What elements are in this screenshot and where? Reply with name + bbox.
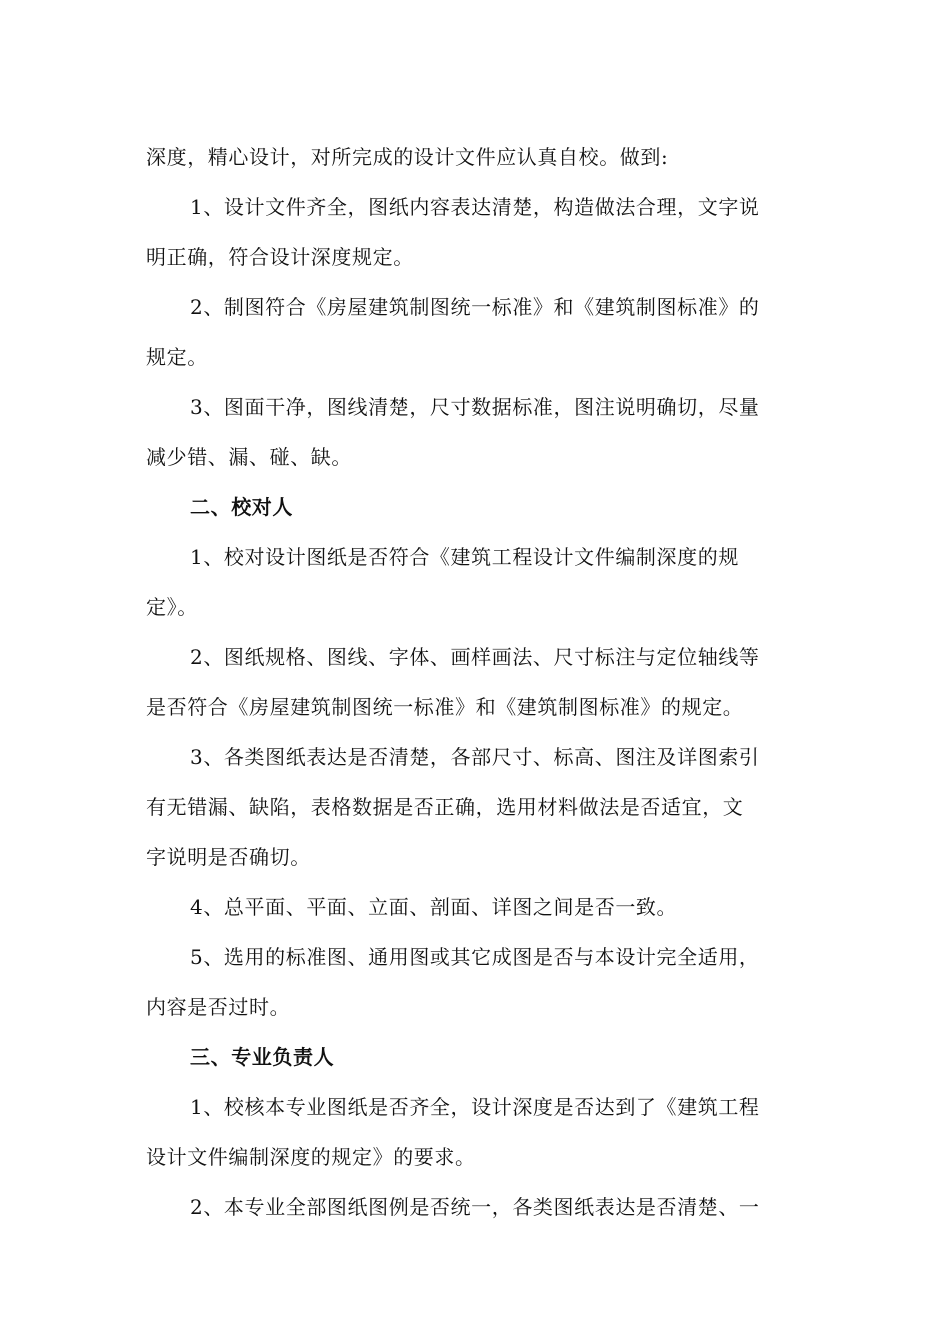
section-heading bbox=[146, 1032, 806, 1082]
text-line: 三、专业负责人 bbox=[190, 1045, 335, 1069]
text-line: 减少错、漏、碰、缺。 bbox=[146, 445, 352, 469]
text-line: 3、图面干净，图线清楚，尺寸数据标准，图注说明确切，尽量 bbox=[190, 395, 760, 419]
paragraph bbox=[146, 632, 806, 732]
text-line: 深度，精心设计，对所完成的设计文件应认真自校。做到: bbox=[146, 145, 669, 169]
text-line: 明正确，符合设计深度规定。 bbox=[146, 245, 414, 269]
text-line: 5、选用的标准图、通用图或其它成图是否与本设计完全适用， bbox=[190, 945, 760, 969]
text-line: 3、各类图纸表达是否清楚，各部尺寸、标高、图注及详图索引 bbox=[190, 745, 760, 769]
text-line: 字说明是否确切。 bbox=[146, 845, 311, 869]
text-line: 2、图纸规格、图线、字体、画样画法、尺寸标注与定位轴线等 bbox=[190, 645, 760, 669]
text-line: 规定。 bbox=[146, 345, 208, 369]
paragraph bbox=[146, 932, 806, 1032]
text-line: 有无错漏、缺陷，表格数据是否正确，选用材料做法是否适宜，文 bbox=[146, 795, 744, 819]
text-line: 二、校对人 bbox=[190, 495, 293, 519]
text-line: 设计文件编制深度的规定》的要求。 bbox=[146, 1145, 476, 1169]
section-heading bbox=[146, 482, 806, 532]
paragraph bbox=[146, 1182, 806, 1232]
paragraph bbox=[146, 532, 806, 632]
text-line: 1、设计文件齐全，图纸内容表达清楚，构造做法合理，文字说 bbox=[190, 195, 760, 219]
paragraph bbox=[146, 1082, 806, 1182]
paragraph bbox=[146, 382, 806, 482]
document-body bbox=[146, 132, 806, 1232]
text-line: 2、制图符合《房屋建筑制图统一标准》和《建筑制图标准》的 bbox=[190, 295, 760, 319]
text-line: 定》。 bbox=[146, 595, 198, 619]
text-line: 4、总平面、平面、立面、剖面、详图之间是否一致。 bbox=[190, 895, 678, 919]
text-line: 是否符合《房屋建筑制图统一标准》和《建筑制图标准》的规定。 bbox=[146, 695, 744, 719]
text-line: 1、校核本专业图纸是否齐全，设计深度是否达到了《建筑工程 bbox=[190, 1095, 760, 1119]
paragraph bbox=[146, 282, 806, 382]
paragraph bbox=[146, 732, 806, 882]
text-line: 2、本专业全部图纸图例是否统一，各类图纸表达是否清楚、一 bbox=[190, 1195, 760, 1219]
text-line: 1、校对设计图纸是否符合《建筑工程设计文件编制深度的规 bbox=[190, 545, 739, 569]
paragraph bbox=[146, 132, 806, 182]
text-line: 内容是否过时。 bbox=[146, 995, 291, 1019]
paragraph bbox=[146, 882, 806, 932]
paragraph bbox=[146, 182, 806, 282]
